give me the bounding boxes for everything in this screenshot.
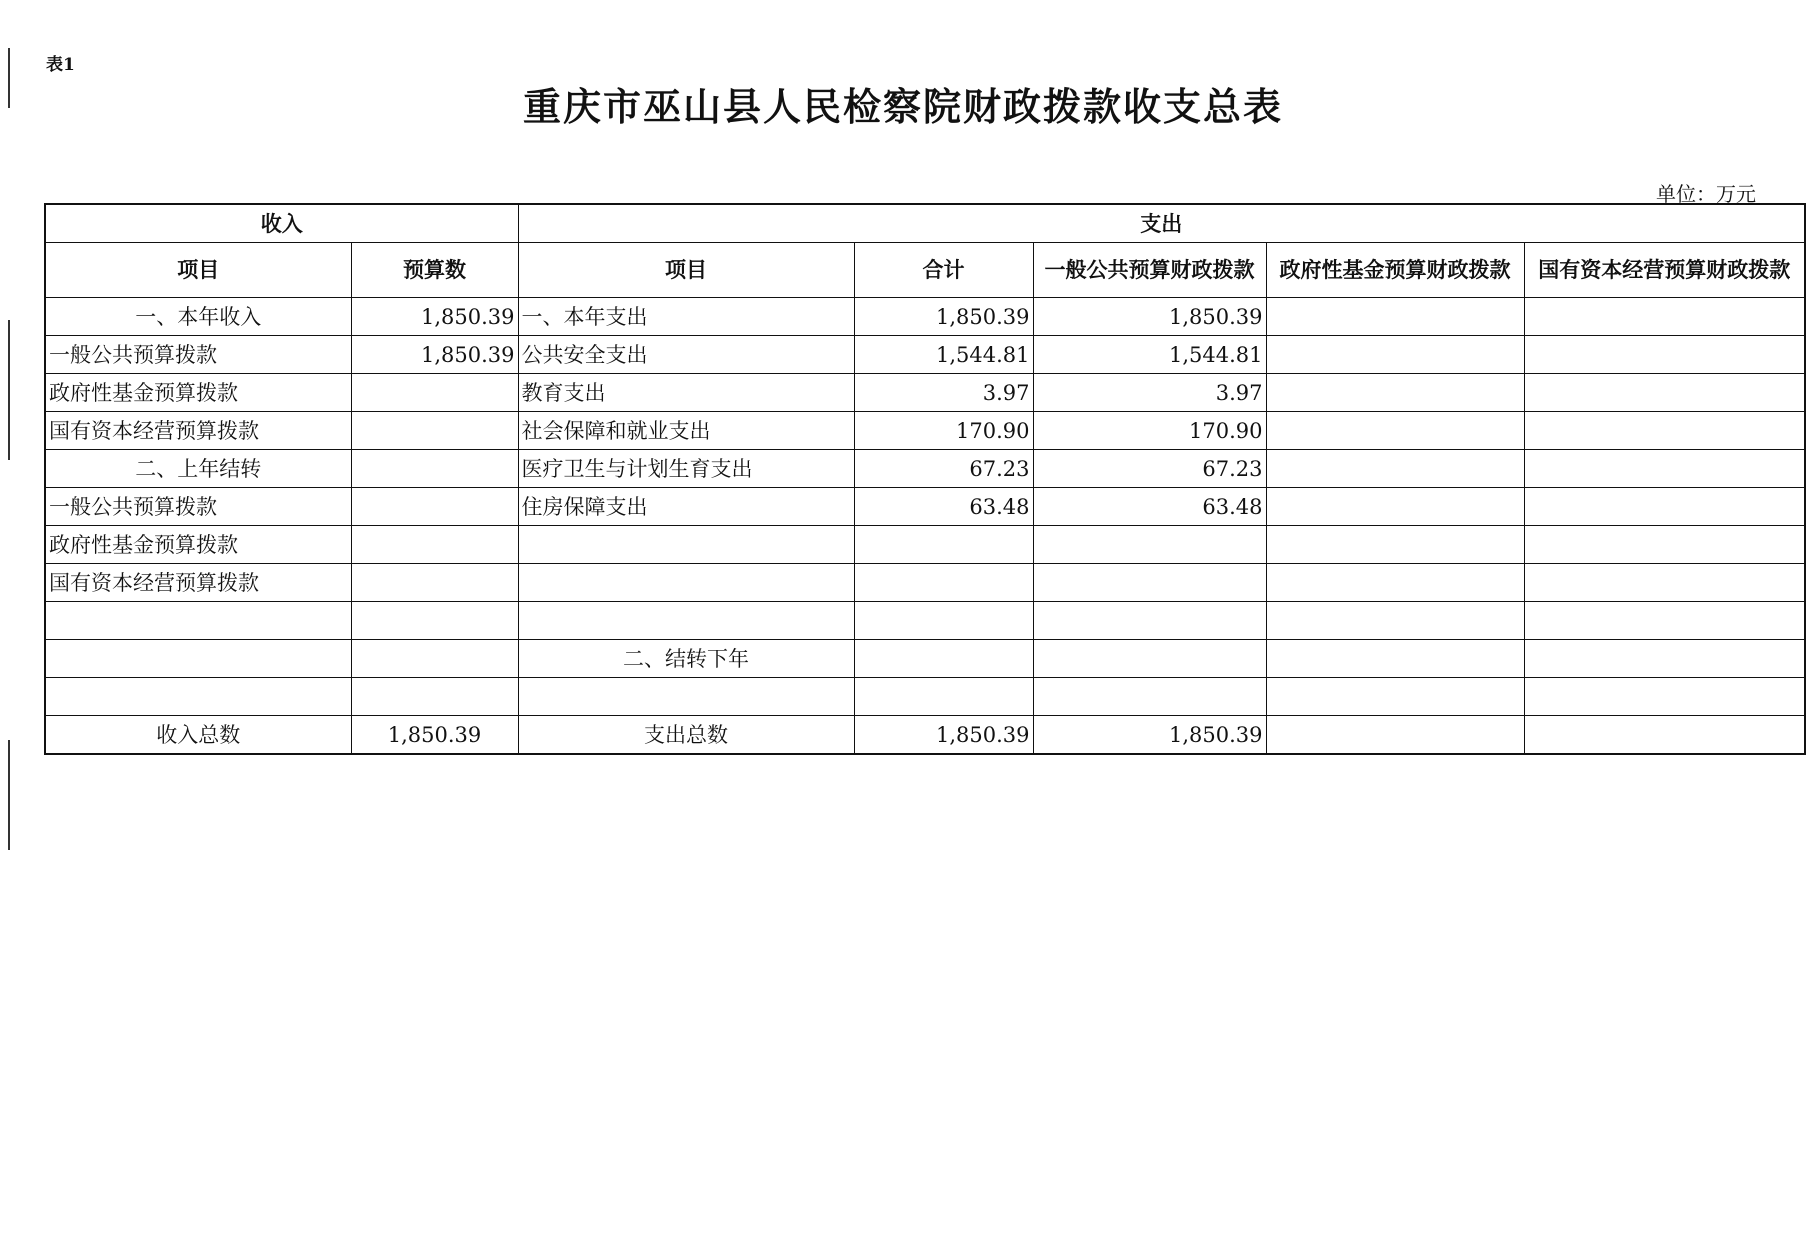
state-capital-cell xyxy=(1524,298,1805,336)
expense-total-cell: 1,544.81 xyxy=(854,336,1033,374)
table-row xyxy=(45,488,1805,526)
scan-edge-mark xyxy=(8,320,10,460)
general-public-cell: 1,544.81 xyxy=(1033,336,1266,374)
state-capital-cell xyxy=(1524,564,1805,602)
general-public-cell xyxy=(1033,640,1266,678)
income-item-cell: 二、上年结转 xyxy=(45,450,351,488)
gov-fund-cell xyxy=(1266,678,1524,716)
expense-item-cell: 住房保障支出 xyxy=(518,488,854,526)
unit-label: 单位：万元 xyxy=(1656,182,1756,206)
general-public-header: 一般公共预算财政拨款 xyxy=(1033,243,1266,298)
expense-item-cell: 二、结转下年 xyxy=(518,640,854,678)
income-item-header: 项目 xyxy=(45,243,351,298)
expense-total-header: 合计 xyxy=(854,243,1033,298)
expense-total-cell: 63.48 xyxy=(854,488,1033,526)
expense-total-cell xyxy=(854,678,1033,716)
income-budget-cell xyxy=(351,678,518,716)
expense-item-cell: 公共安全支出 xyxy=(518,336,854,374)
table-row xyxy=(45,374,1805,412)
expense-total-cell: 170.90 xyxy=(854,412,1033,450)
header-row-group xyxy=(45,204,1805,243)
general-public-cell xyxy=(1033,602,1266,640)
gov-fund-cell xyxy=(1266,450,1524,488)
gov-fund-cell xyxy=(1266,412,1524,450)
expense-total-cell: 1,850.39 xyxy=(854,716,1033,755)
expense-item-cell xyxy=(518,564,854,602)
state-capital-cell xyxy=(1524,336,1805,374)
income-budget-cell: 1,850.39 xyxy=(351,336,518,374)
table-row xyxy=(45,412,1805,450)
income-item-cell xyxy=(45,640,351,678)
general-public-cell: 63.48 xyxy=(1033,488,1266,526)
table-row xyxy=(45,678,1805,716)
income-header: 收入 xyxy=(45,204,518,243)
income-budget-cell xyxy=(351,564,518,602)
income-item-cell: 一般公共预算拨款 xyxy=(45,336,351,374)
state-capital-header: 国有资本经营预算财政拨款 xyxy=(1524,243,1805,298)
state-capital-cell xyxy=(1524,526,1805,564)
page-title: 重庆市巫山县人民检察院财政拨款收支总表 xyxy=(522,85,1283,129)
income-item-cell: 政府性基金预算拨款 xyxy=(45,374,351,412)
income-budget-cell xyxy=(351,526,518,564)
expense-item-header: 项目 xyxy=(518,243,854,298)
income-budget-cell: 1,850.39 xyxy=(351,298,518,336)
expense-item-cell xyxy=(518,678,854,716)
income-item-cell: 国有资本经营预算拨款 xyxy=(45,564,351,602)
income-item-cell: 政府性基金预算拨款 xyxy=(45,526,351,564)
income-budget-cell xyxy=(351,488,518,526)
state-capital-cell xyxy=(1524,412,1805,450)
table-row xyxy=(45,298,1805,336)
income-budget-cell xyxy=(351,374,518,412)
expense-total-cell: 1,850.39 xyxy=(854,298,1033,336)
gov-fund-cell xyxy=(1266,602,1524,640)
table-row xyxy=(45,450,1805,488)
state-capital-cell xyxy=(1524,678,1805,716)
gov-fund-cell xyxy=(1266,336,1524,374)
sheet-label: 表1 xyxy=(46,55,75,75)
expense-item-cell: 医疗卫生与计划生育支出 xyxy=(518,450,854,488)
general-public-cell: 67.23 xyxy=(1033,450,1266,488)
income-item-cell: 国有资本经营预算拨款 xyxy=(45,412,351,450)
income-item-cell: 一、本年收入 xyxy=(45,298,351,336)
general-public-cell: 1,850.39 xyxy=(1033,298,1266,336)
state-capital-cell xyxy=(1524,488,1805,526)
gov-fund-cell xyxy=(1266,716,1524,755)
table-row xyxy=(45,336,1805,374)
expense-item-cell xyxy=(518,602,854,640)
budget-table xyxy=(44,203,1806,755)
expense-header: 支出 xyxy=(518,204,1805,243)
income-item-cell: 一般公共预算拨款 xyxy=(45,488,351,526)
expense-total-cell xyxy=(854,602,1033,640)
gov-fund-cell xyxy=(1266,488,1524,526)
header-row-columns xyxy=(45,243,1805,298)
state-capital-cell xyxy=(1524,640,1805,678)
general-public-cell xyxy=(1033,564,1266,602)
table-row xyxy=(45,564,1805,602)
general-public-cell: 3.97 xyxy=(1033,374,1266,412)
income-budget-cell: 1,850.39 xyxy=(351,716,518,755)
gov-fund-cell xyxy=(1266,564,1524,602)
income-budget-cell xyxy=(351,640,518,678)
income-item-cell: 收入总数 xyxy=(45,716,351,755)
income-item-cell xyxy=(45,602,351,640)
expense-total-cell: 67.23 xyxy=(854,450,1033,488)
general-public-cell xyxy=(1033,678,1266,716)
gov-fund-header: 政府性基金预算财政拨款 xyxy=(1266,243,1524,298)
state-capital-cell xyxy=(1524,374,1805,412)
expense-item-cell: 一、本年支出 xyxy=(518,298,854,336)
gov-fund-cell xyxy=(1266,374,1524,412)
total-row xyxy=(45,716,1805,755)
income-budget-cell xyxy=(351,412,518,450)
expense-item-cell xyxy=(518,526,854,564)
table-row xyxy=(45,640,1805,678)
gov-fund-cell xyxy=(1266,298,1524,336)
income-budget-cell xyxy=(351,450,518,488)
table-row xyxy=(45,526,1805,564)
general-public-cell xyxy=(1033,526,1266,564)
gov-fund-cell xyxy=(1266,526,1524,564)
expense-total-cell: 3.97 xyxy=(854,374,1033,412)
expense-item-cell: 教育支出 xyxy=(518,374,854,412)
gov-fund-cell xyxy=(1266,640,1524,678)
income-budget-header: 预算数 xyxy=(351,243,518,298)
income-budget-cell xyxy=(351,602,518,640)
general-public-cell: 170.90 xyxy=(1033,412,1266,450)
state-capital-cell xyxy=(1524,450,1805,488)
general-public-cell: 1,850.39 xyxy=(1033,716,1266,755)
state-capital-cell xyxy=(1524,716,1805,755)
expense-item-cell: 支出总数 xyxy=(518,716,854,755)
table-row xyxy=(45,602,1805,640)
expense-total-cell xyxy=(854,526,1033,564)
income-item-cell xyxy=(45,678,351,716)
expense-item-cell: 社会保障和就业支出 xyxy=(518,412,854,450)
state-capital-cell xyxy=(1524,602,1805,640)
expense-total-cell xyxy=(854,564,1033,602)
scan-edge-mark xyxy=(8,740,10,850)
expense-total-cell xyxy=(854,640,1033,678)
